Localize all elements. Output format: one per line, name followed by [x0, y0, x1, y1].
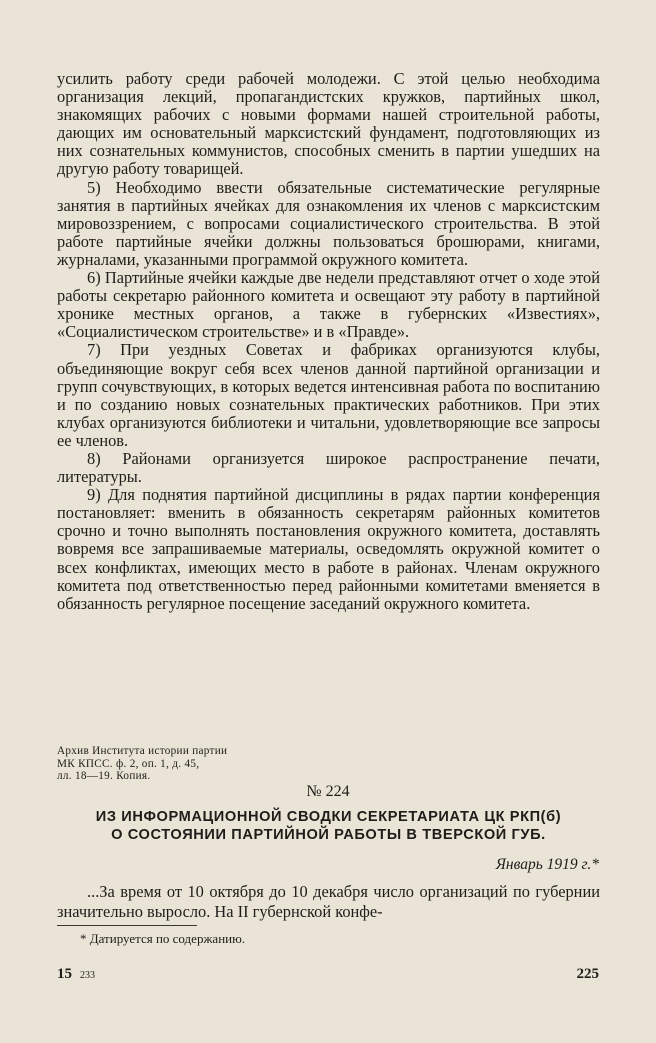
paragraph-item-5: 5) Необходимо ввести обязательные систематические регулярные занятия в партийных ячейках для ознакомления их членов с марксистским мировоззрением, с вопросами социалистического строительства. В этой работе партийные ячейки должны пользоваться брошюрами, книгами, журналами, указанными программой окружного комитета.	[57, 177, 600, 269]
paragraph-item-9: 9) Для поднятия партийной дисциплины в рядах партии конференция постановляет: вменить в обязанность секретарям районных комитетов срочно и точно выполнять постановления окружного комитета, доставлять вовремя все запрашиваемые материалы, осведомлять окружной комитет о всех конфликтах, имеющих место в работе в районах. Членам окружного комитета под ответственностью перед районными комитетами вменяется в обязанность регулярное посещение заседаний окружного комитета.	[57, 485, 600, 613]
archive-line: Архив Института истории партии	[57, 745, 228, 757]
signature-small: 233	[80, 970, 95, 981]
archive-reference	[57, 745, 287, 783]
archive-line: МК КПСС. ф. 2, оп. 1, д. 45,	[57, 757, 200, 770]
page-number: 225	[576, 966, 599, 982]
paragraph-item-6: 6) Партийные ячейки каждые две недели представляют отчет о ходе этой работы секретарю районного комитета и освещают эту работу в партийной хронике местных органов, а также в губернских «Известиях», «Социалистическом строительстве» и в «Правде».	[57, 268, 600, 342]
footnote-divider	[57, 925, 197, 926]
document-heading	[57, 808, 600, 844]
document-number: № 224	[306, 783, 350, 800]
signature-number: 15	[57, 966, 72, 982]
document-date: Январь 1919 г.*	[495, 856, 599, 873]
archive-line: лл. 18—19. Копия.	[57, 770, 151, 783]
printer-signature	[57, 966, 95, 983]
resolution-text	[57, 70, 600, 613]
paragraph-continuation: усилить работу среди рабочей молодежи. С этой целью необходима организация лекций, пропагандистских кружков, партийных школ, знакомящих рабочих с новыми формами нашей строительной работы, дающих им основательный марксистский фундамент, подготовляющих из них сознательных коммунистов, способных сменить в партии ушедших на другую работу товарищей.	[57, 69, 600, 179]
heading-line: О СОСТОЯНИИ ПАРТИЙНОЙ РАБОТЫ В ТВЕРСКОЙ ГУБ.	[111, 827, 546, 843]
heading-line: ИЗ ИНФОРМАЦИОННОЙ СВОДКИ СЕКРЕТАРИАТА ЦК РКП(б)	[95, 809, 562, 825]
paragraph-item-8: 8) Районами организуется широкое распространение печати, литературы.	[57, 448, 600, 487]
paragraph-item-7: 7) При уездных Советах и фабриках организуются клубы, объединяющие вокруг себя всех членов данной партийной организации и групп сочувствующих, в которых ведется интенсивная работа по воспитанию и по созданию новых сознательных практических работников. При этих клубах организуются библиотеки и читальни, удовлетворяющие все запросы ее членов.	[57, 340, 600, 450]
document-text	[57, 882, 600, 922]
document-paragraph: ...За время от 10 октября до 10 декабря число организаций по губернии значительно выросло. На II губернской конфе-	[57, 882, 600, 921]
footnote: * Датируется по содержанию.	[80, 931, 246, 946]
